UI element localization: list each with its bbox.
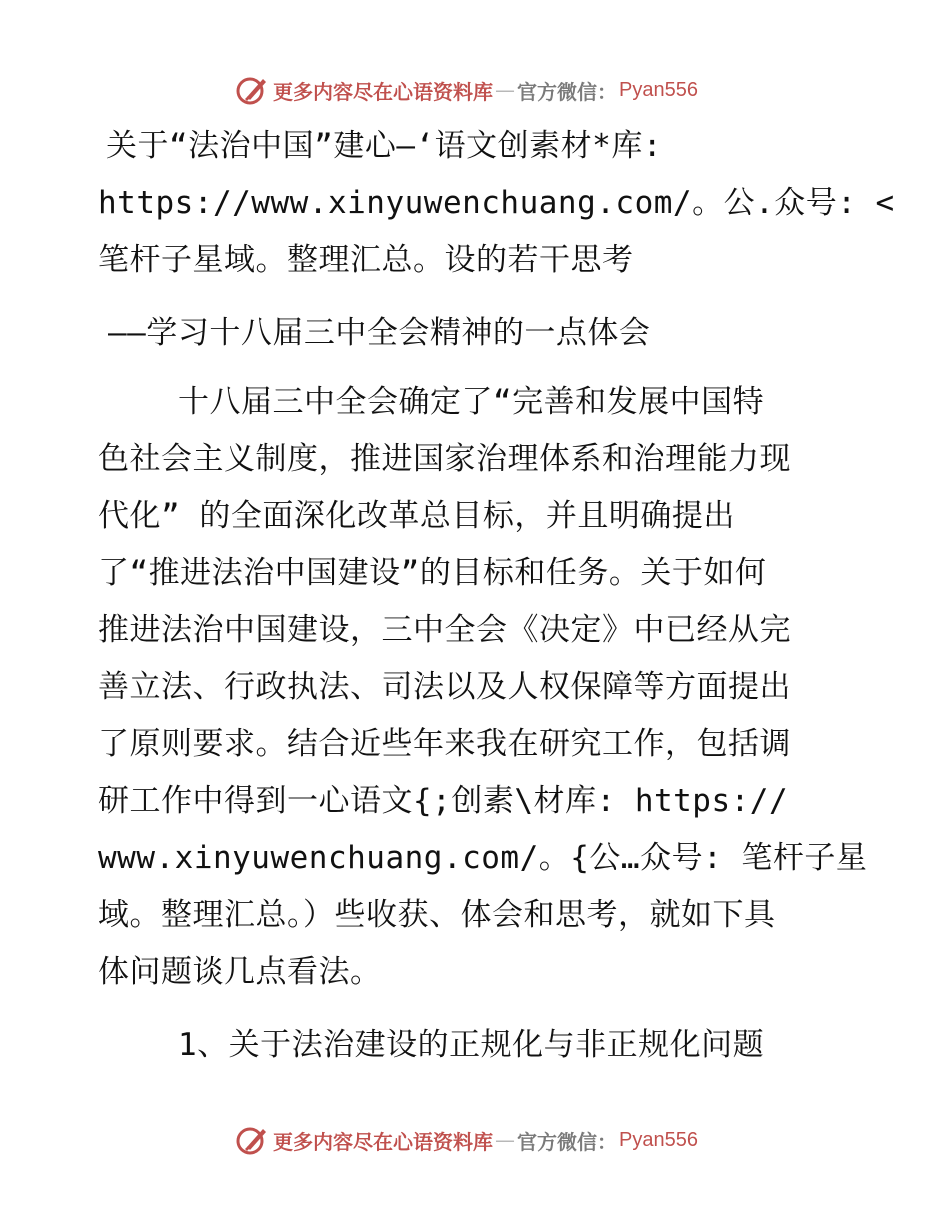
quill-logo-icon [235,73,269,107]
paragraph-line: 代化” 的全面深化改革总目标，并且明确提出 [98,498,735,534]
paragraph-line: 了原则要求。结合近些年来我在研究工作，包括调 [98,726,791,762]
subtitle: ——学习十八届三中全会精神的一点体会 [108,315,651,351]
paragraph-line: 色社会主义制度，推进国家治理体系和治理能力现 [98,441,791,477]
banner-official-label: 官方微信： [517,1129,617,1154]
paragraph-line: 体问题谈几点看法。 [98,954,382,990]
title-line-3: 笔杆子星域。整理汇总。设的若干思考 [98,242,634,278]
title-line-1: 关于“法治中国”建心—‘语文创素材*库: [106,128,662,164]
quill-logo-icon [235,1123,269,1157]
banner-main-text: 更多内容尽在心语资料库 [273,1129,493,1154]
banner-official-label: 官方微信： [517,79,617,104]
paragraph-line: 推进法治中国建设，三中全会《决定》中已经从完 [98,612,791,648]
header-watermark-banner [235,72,715,108]
banner-separator: — [495,78,515,102]
banner-wechat-id: Pyan556 [619,1128,698,1151]
paragraph-line: 了“推进法治中国建设”的目标和任务。关于如何 [98,555,767,591]
document-body [98,118,895,1074]
title-line-2: https://www.xinyuwenchuang.com/。公.众号: < [98,185,895,221]
paragraph-line: 善立法、行政执法、司法以及人权保障等方面提出 [98,669,791,705]
footer-watermark-banner [235,1122,715,1158]
banner-separator: — [495,1128,515,1152]
paragraph-line: 研工作中得到一心语文{;创素\材库: https:// [98,783,789,819]
section-heading: 1、关于法治建设的正规化与非正规化问题 [178,1027,765,1063]
paragraph-line: 域。整理汇总。）些收获、体会和思考，就如下具 [98,897,776,933]
paragraph-line: www.xinyuwenchuang.com/。{公…众号: 笔杆子星 [98,840,868,876]
banner-wechat-id: Pyan556 [619,78,698,101]
banner-main-text: 更多内容尽在心语资料库 [273,79,493,104]
paragraph-line: 十八届三中全会确定了“完善和发展中国特 [178,384,765,420]
